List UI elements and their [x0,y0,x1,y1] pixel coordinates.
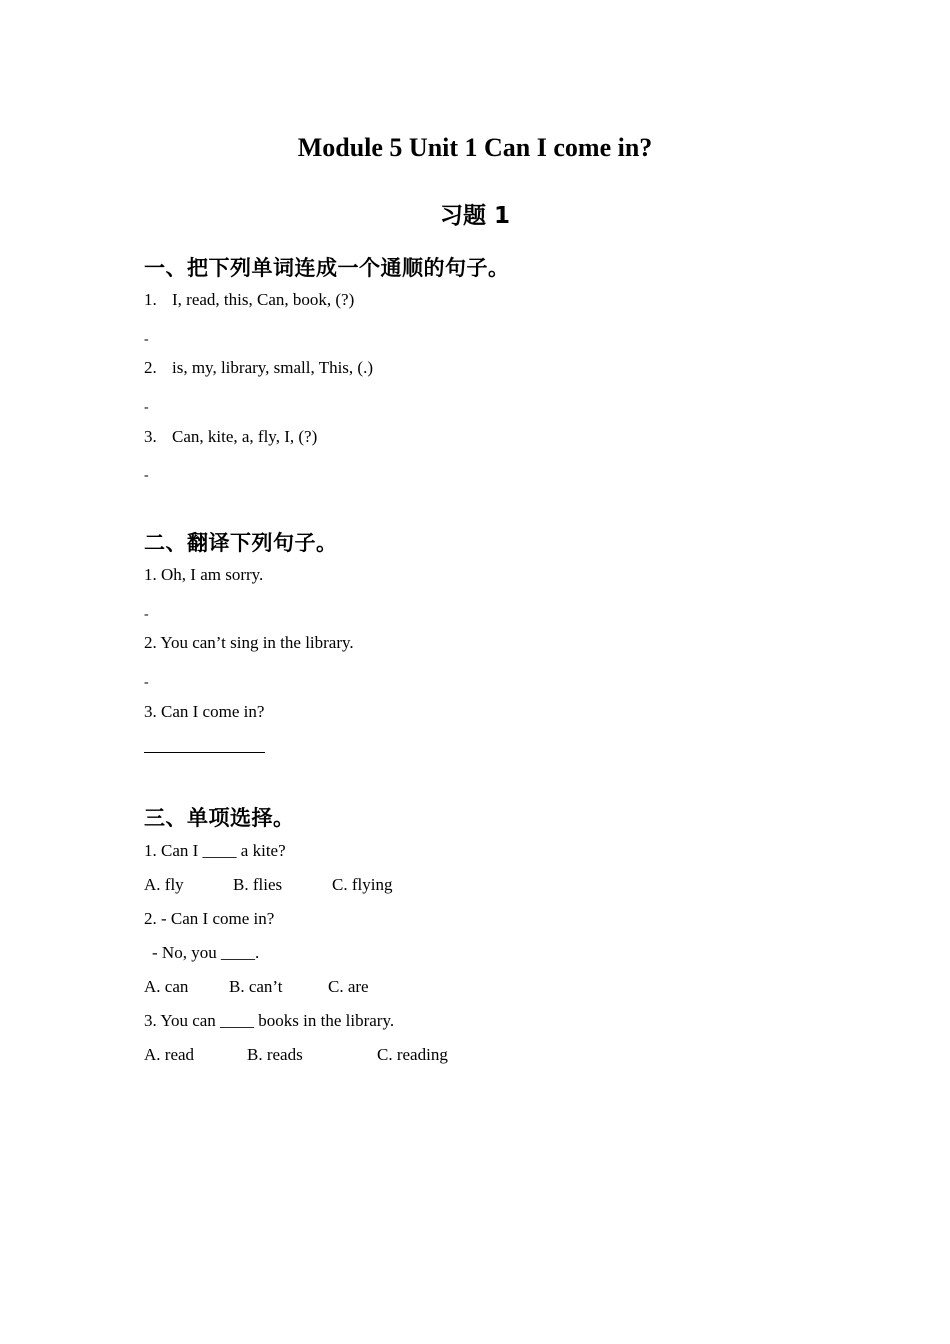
s1-item-1-number: 1. [144,290,157,309]
section-1-heading: 一、把下列单词连成一个通顺的句子。 [144,256,510,280]
s3-q2-option-b: B. can’t [229,977,283,996]
s1-item-1-text: I, read, this, Can, book, (?) [172,290,355,309]
s3-q1-option-c: C. flying [332,875,393,894]
s1-item-3-answer: - [144,468,149,483]
s2-item-1-text: 1. Oh, I am sorry. [144,565,264,584]
s3-q3-text: 3. You can ____ books in the library. [144,1011,395,1030]
s1-item-2-number: 2. [144,358,157,377]
s2-item-2-answer: - [144,675,149,690]
s1-item-1-answer: - [144,332,149,347]
s3-q2-option-a: A. can [144,977,189,996]
s3-q3-option-c: C. reading [377,1045,448,1064]
s2-item-1-answer: - [144,607,149,622]
s2-item-3-answer-line [144,752,265,753]
page-subtitle: 习题 1 [439,203,510,229]
s1-item-3-number: 3. [144,427,157,446]
s3-q1-option-b: B. flies [233,875,283,894]
s2-item-2-text: 2. You can’t sing in the library. [144,633,354,652]
s3-q2-reply: - No, you ____. [152,943,260,962]
page-title: Module 5 Unit 1 Can I come in? [297,133,653,162]
s2-item-3-text: 3. Can I come in? [144,702,265,721]
section-3-heading: 三、单项选择。 [144,806,295,830]
section-2-heading: 二、翻译下列句子。 [144,531,338,555]
s1-item-2-answer: - [144,400,149,415]
s3-q1-option-a: A. fly [144,875,184,894]
s3-q2-option-c: C. are [328,977,369,996]
s3-q1-text: 1. Can I ____ a kite? [144,841,286,860]
s1-item-2-text: is, my, library, small, This, (.) [172,358,373,377]
s1-item-3-text: Can, kite, a, fly, I, (?) [172,427,318,446]
s3-q2-text: 2. - Can I come in? [144,909,275,928]
s3-q3-option-a: A. read [144,1045,195,1064]
s3-q3-option-b: B. reads [247,1045,303,1064]
